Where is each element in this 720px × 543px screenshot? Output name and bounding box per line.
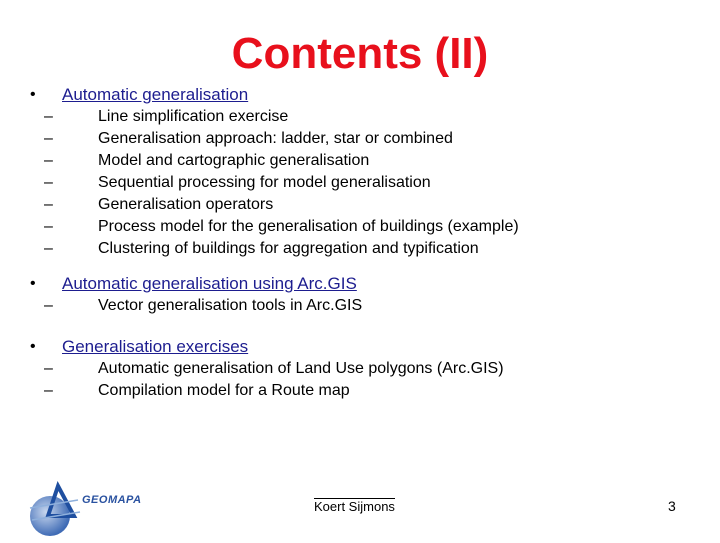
list-item — [30, 128, 690, 150]
section-heading-row — [30, 273, 690, 295]
list-item-text: Line simplification exercise — [98, 108, 289, 125]
section-heading-row — [30, 336, 690, 358]
list-item-text: Sequential processing for model generalisation — [98, 174, 431, 191]
list-item-text: Generalisation approach: ladder, star or combined — [98, 130, 453, 147]
list-item-text: Model and cartographic generalisation — [98, 152, 370, 169]
dash-icon: – — [44, 382, 53, 399]
section-heading-link[interactable]: Automatic generalisation — [62, 85, 249, 104]
geomapa-logo — [18, 478, 178, 538]
dash-icon: – — [44, 360, 53, 377]
section-automatic-generalisation — [30, 84, 690, 260]
dash-icon: – — [44, 297, 53, 314]
dash-icon: – — [44, 196, 53, 213]
list-item-text: Process model for the generalisation of buildings (example) — [98, 218, 519, 235]
list-item-text: Compilation model for a Route map — [98, 382, 350, 399]
list-item — [30, 216, 690, 238]
list-item-text: Vector generalisation tools in Arc.GIS — [98, 297, 363, 314]
list-item-text: Automatic generalisation of Land Use polygons (Arc.GIS) — [98, 360, 504, 377]
section-heading-link[interactable]: Automatic generalisation using Arc.GIS — [62, 274, 357, 293]
list-item-text: Generalisation operators — [98, 196, 274, 213]
footer-author: Koert Sijmons — [314, 499, 395, 514]
list-item — [30, 106, 690, 128]
list-item — [30, 295, 690, 317]
dash-icon: – — [44, 108, 53, 125]
globe-icon — [18, 478, 178, 538]
bullet-icon: • — [30, 338, 36, 355]
bullet-icon: • — [30, 275, 36, 292]
logo-text: GEOMAPA — [82, 494, 142, 506]
list-item — [30, 358, 690, 380]
slide-title: Contents (II) — [231, 29, 489, 78]
page-number: 3 — [668, 498, 676, 514]
section-heading-row — [30, 84, 690, 106]
list-item — [30, 238, 690, 260]
list-item — [30, 194, 690, 216]
section-exercises — [30, 336, 690, 402]
dash-icon: – — [44, 130, 53, 147]
list-item-text: Clustering of buildings for aggregation and typification — [98, 240, 479, 257]
dash-icon: – — [44, 152, 53, 169]
dash-icon: – — [44, 218, 53, 235]
dash-icon: – — [44, 174, 53, 191]
section-heading-link[interactable]: Generalisation exercises — [62, 337, 249, 356]
list-item — [30, 172, 690, 194]
list-item — [30, 380, 690, 402]
list-item — [30, 150, 690, 172]
dash-icon: – — [44, 240, 53, 257]
section-arcgis — [30, 273, 690, 317]
bullet-icon: • — [30, 86, 36, 103]
